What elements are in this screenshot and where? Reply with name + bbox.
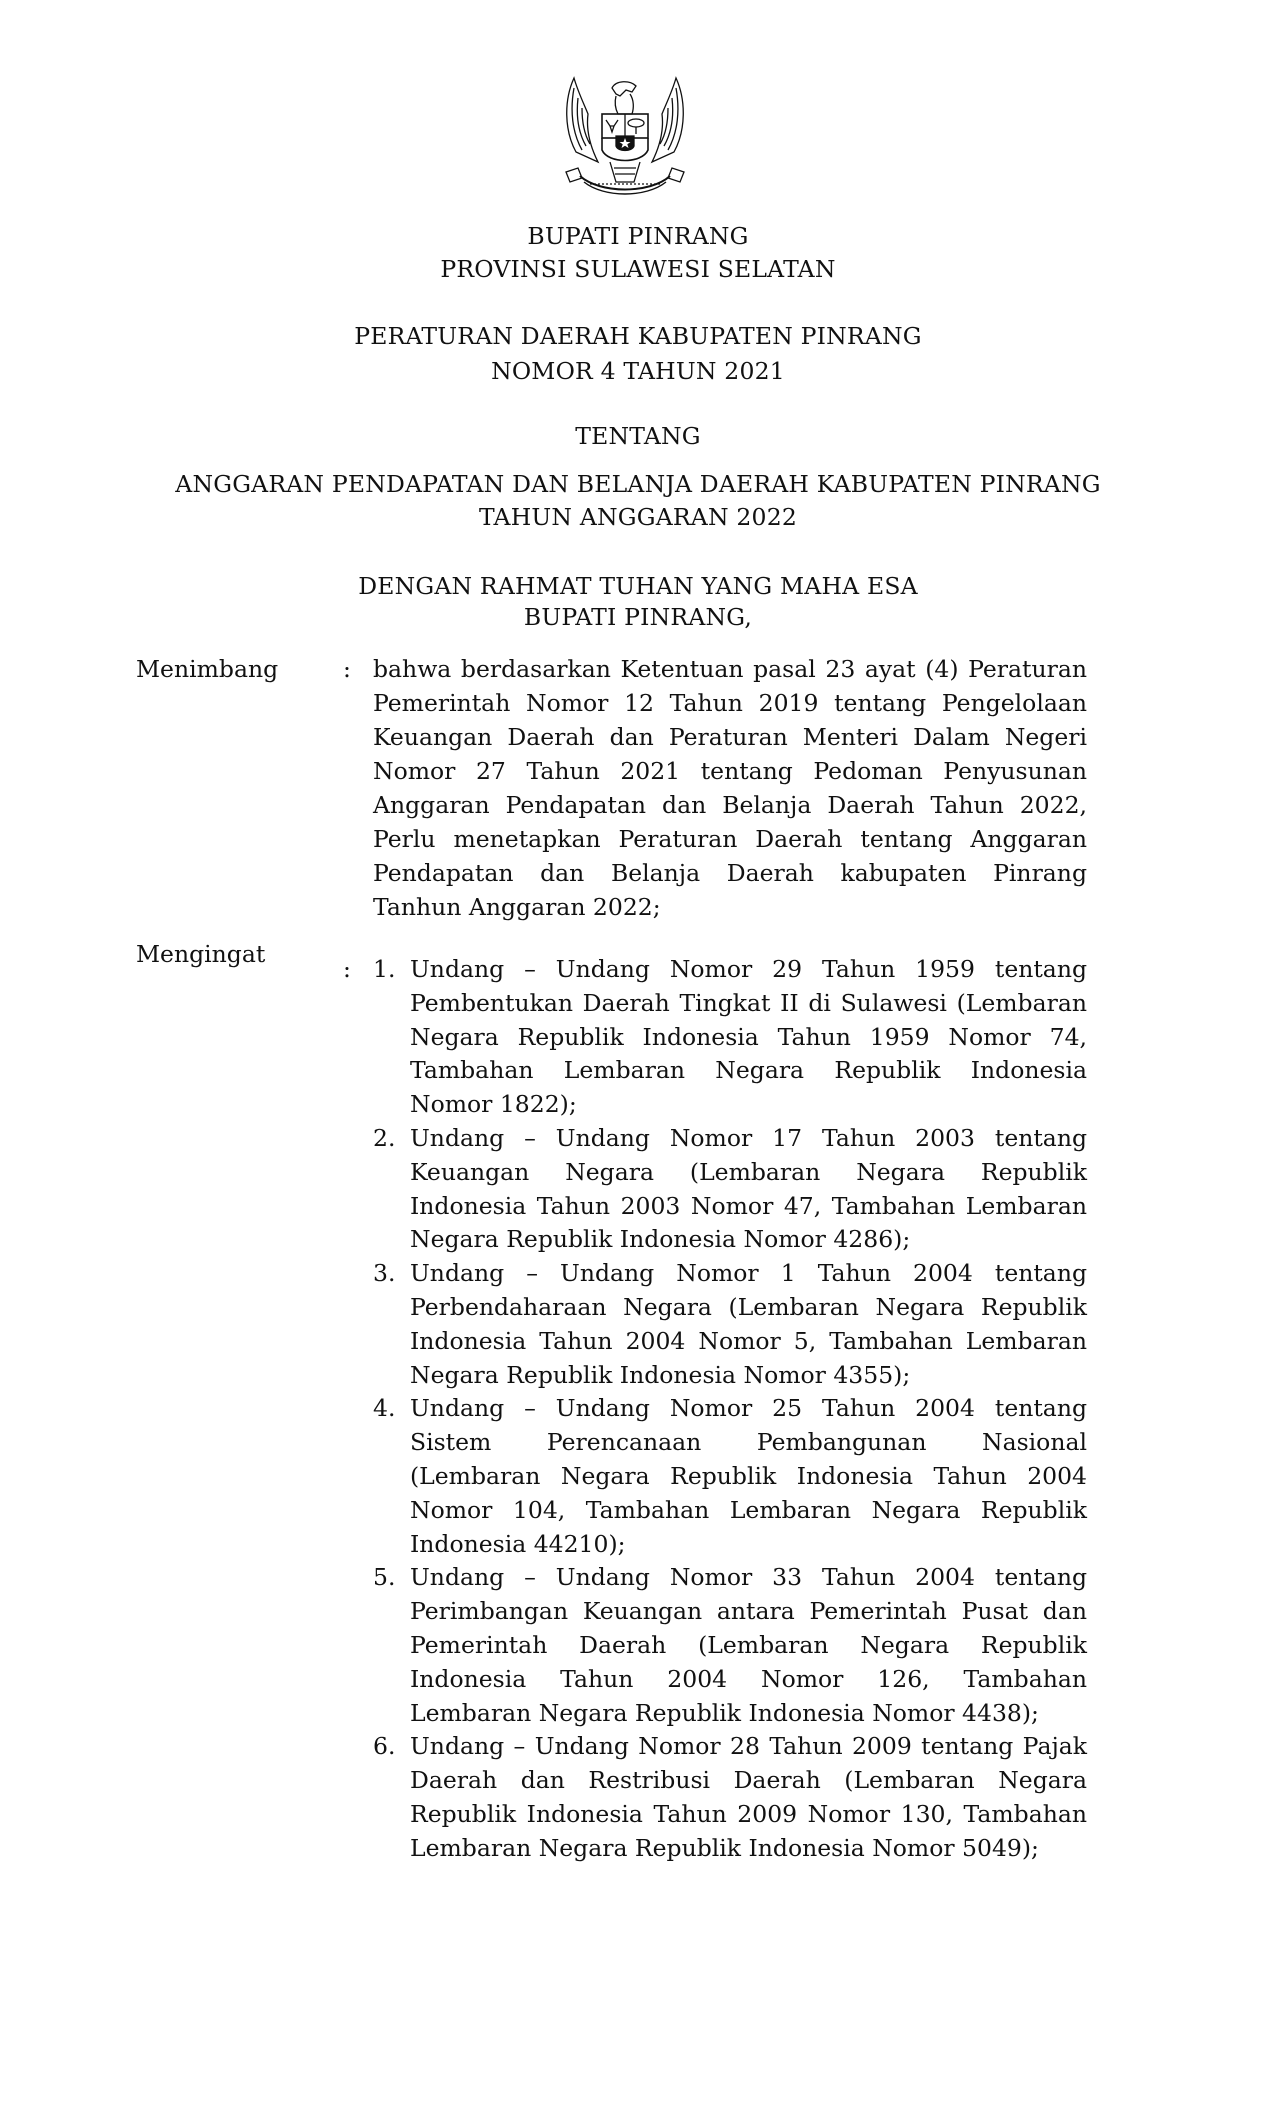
list-item-number: 6.	[373, 1732, 396, 1761]
list-item-number: 3.	[373, 1259, 396, 1288]
list-item-line: Negara Republik Indonesia Nomor 4355);	[410, 1360, 911, 1389]
list-item-number: 1.	[373, 955, 396, 983]
list-item-line: Undang – Undang Nomor 28 Tahun 2009 tentang Pajak	[410, 1732, 1087, 1761]
list-item	[373, 1121, 1087, 1256]
list-item-line: Undang – Undang Nomor 17 Tahun 2003 tentang	[410, 1123, 1087, 1152]
list-item-line: Republik Indonesia Tahun 2009 Nomor 130, Tambahan	[410, 1799, 1087, 1828]
subject-year: TAHUN ANGGARAN 2022	[478, 503, 798, 531]
invocation-line: DENGAN RAHMAT TUHAN YANG MAHA ESA	[358, 572, 918, 600]
paragraph-line: Nomor 27 Tahun 2021 tentang Pedoman Penyusunan	[373, 757, 1087, 785]
list-item-line: Perbendaharaan Negara (Lembaran Negara Republik	[410, 1292, 1087, 1321]
list-item-line: Undang – Undang Nomor 29 Tahun 1959 tentang	[410, 955, 1087, 983]
list-item-number: 5.	[373, 1563, 396, 1592]
paragraph-line: Tanhun Anggaran 2022;	[373, 893, 661, 921]
list-item-number: 4.	[373, 1394, 396, 1423]
subject-title: ANGGARAN PENDAPATAN DAN BELANJA DAERAH KABUPATEN PINRANG	[175, 470, 1101, 498]
about-label: TENTANG	[575, 422, 701, 450]
list-item-line: Keuangan Negara (Lembaran Negara Republik	[410, 1157, 1087, 1186]
paragraph-line: Pemerintah Nomor 12 Tahun 2019 tentang Pengelolaan	[373, 689, 1087, 717]
mengingat-list	[373, 952, 1087, 1865]
list-item-line: Pemerintah Daerah (Lembaran Negara Republik	[410, 1630, 1087, 1659]
list-item	[373, 1729, 1087, 1864]
menimbang-colon: :	[343, 655, 351, 683]
invocation-issuer: BUPATI PINRANG,	[523, 603, 753, 631]
list-item-line: Sistem Perencanaan Pembangunan Nasional	[410, 1428, 1087, 1457]
paragraph-line: Anggaran Pendapatan dan Belanja Daerah Tahun 2022,	[373, 791, 1087, 819]
list-item-line: Indonesia Tahun 2004 Nomor 5, Tambahan Lembaran	[410, 1326, 1087, 1355]
list-item	[373, 1391, 1087, 1560]
paragraph-line: bahwa berdasarkan Ketentuan pasal 23 ayat (4) Peraturan	[373, 655, 1087, 683]
mengingat-label: Mengingat	[136, 940, 266, 968]
paragraph-line: Perlu menetapkan Peraturan Daerah tentang Anggaran	[373, 825, 1087, 853]
menimbang-paragraph	[373, 652, 1087, 924]
mengingat-colon: :	[343, 955, 351, 983]
list-item-line: Indonesia 44210);	[410, 1529, 626, 1558]
province-title: PROVINSI SULAWESI SELATAN	[440, 255, 836, 283]
regulation-title: PERATURAN DAERAH KABUPATEN PINRANG	[354, 322, 922, 350]
list-item-line: Undang – Undang Nomor 33 Tahun 2004 tentang	[410, 1563, 1087, 1592]
menimbang-label: Menimbang	[136, 655, 279, 683]
list-item-number: 2.	[373, 1123, 396, 1152]
list-item-line: Undang – Undang Nomor 25 Tahun 2004 tentang	[410, 1394, 1087, 1423]
list-item-line: Negara Republik Indonesia Tahun 1959 Nomor 74,	[410, 1022, 1087, 1051]
list-item	[373, 1256, 1087, 1391]
list-item-line: Lembaran Negara Republik Indonesia Nomor 5049);	[410, 1833, 1039, 1862]
list-item-line: Indonesia Tahun 2003 Nomor 47, Tambahan Lembaran	[410, 1191, 1087, 1220]
paragraph-line: Keuangan Daerah dan Peraturan Menteri Dalam Negeri	[373, 723, 1087, 751]
list-item-line: Pembentukan Daerah Tingkat II di Sulawesi (Lembaran	[410, 988, 1087, 1017]
list-item-line: Daerah dan Restribusi Daerah (Lembaran Negara	[410, 1766, 1087, 1795]
list-item	[373, 1560, 1087, 1729]
list-item-line: Lembaran Negara Republik Indonesia Nomor 4438);	[410, 1698, 1039, 1727]
list-item-line: Perimbangan Keuangan antara Pemerintah Pusat dan	[410, 1597, 1087, 1626]
list-item-line: (Lembaran Negara Republik Indonesia Tahun 2004	[410, 1461, 1087, 1490]
list-item-line: Nomor 104, Tambahan Lembaran Negara Republik	[410, 1495, 1087, 1524]
list-item-line: Indonesia Tahun 2004 Nomor 126, Tambahan	[410, 1664, 1087, 1693]
list-item-line: Tambahan Lembaran Negara Republik Indonesia	[410, 1056, 1087, 1085]
paragraph-line: Pendapatan dan Belanja Daerah kabupaten Pinrang	[373, 859, 1087, 887]
issuer-title: BUPATI PINRANG	[527, 222, 749, 250]
list-item	[373, 952, 1087, 1121]
list-item-line: Negara Republik Indonesia Nomor 4286);	[410, 1225, 911, 1254]
list-item-line: Undang – Undang Nomor 1 Tahun 2004 tentang	[410, 1259, 1087, 1288]
list-item-line: Nomor 1822);	[410, 1090, 577, 1119]
garuda-emblem-icon	[560, 70, 690, 205]
regulation-number: NOMOR 4 TAHUN 2021	[491, 357, 785, 385]
